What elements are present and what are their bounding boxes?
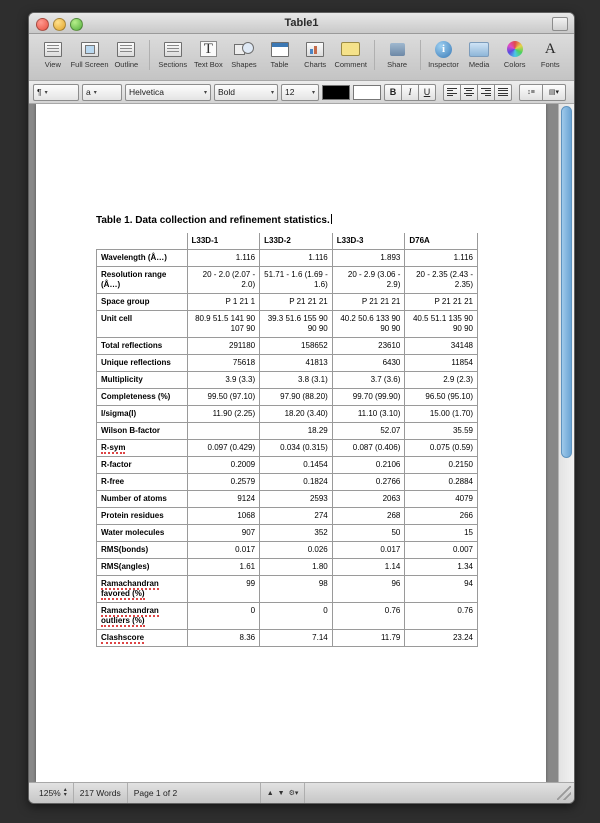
table-row[interactable] — [97, 372, 478, 389]
table-cell[interactable]: 11.79 — [332, 630, 405, 647]
toolbar-button-full-screen[interactable] — [71, 36, 109, 69]
table-row[interactable] — [97, 423, 478, 440]
table-cell[interactable]: 0.2009 — [187, 457, 260, 474]
table-cell[interactable]: 0.76 — [332, 603, 405, 630]
media-icon — [461, 39, 497, 59]
table-cell[interactable]: 34148 — [405, 338, 478, 355]
table-cell[interactable]: 0.76 — [405, 603, 478, 630]
table-cell[interactable]: 2.9 (2.3) — [405, 372, 478, 389]
table-cell[interactable]: 2063 — [332, 491, 405, 508]
align-center-button[interactable] — [461, 84, 478, 101]
table-row-header: RMS(bonds) — [97, 542, 188, 559]
table-row[interactable] — [97, 389, 478, 406]
table-cell[interactable]: 0 — [187, 603, 260, 630]
fill-color-swatch[interactable] — [353, 85, 381, 100]
table-cell[interactable]: 15 — [405, 525, 478, 542]
table-cell[interactable]: 98 — [260, 576, 333, 603]
table-cell[interactable]: 0 — [260, 603, 333, 630]
toolbar-label-table: Table — [270, 60, 289, 69]
misspelled-text: Ramachandran favored (%) — [101, 579, 159, 598]
table-row[interactable] — [97, 250, 478, 267]
table-cell[interactable]: 1.34 — [405, 559, 478, 576]
window-title: Table1 — [284, 17, 319, 29]
toolbar-button-colors[interactable] — [497, 36, 533, 69]
table-header-row — [97, 233, 478, 250]
view-icon — [35, 39, 71, 59]
text-style-group — [384, 84, 436, 101]
table-cell[interactable]: 1.116 — [405, 250, 478, 267]
table-row-header: RMS(angles) — [97, 559, 188, 576]
table-cell[interactable]: 266 — [405, 508, 478, 525]
table-cell[interactable]: 50 — [332, 525, 405, 542]
table-cell[interactable]: 94 — [405, 576, 478, 603]
toolbar-button-text-box[interactable] — [191, 36, 227, 69]
misspelled-text: R-sym — [101, 443, 126, 452]
table-cell[interactable]: 0.1454 — [260, 457, 333, 474]
table-cell[interactable]: 11854 — [405, 355, 478, 372]
table-row-header — [97, 630, 188, 647]
toolbar-button-table[interactable] — [262, 36, 298, 69]
table-cell[interactable]: 96 — [332, 576, 405, 603]
toolbar-button-view[interactable] — [35, 36, 71, 69]
table-row[interactable] — [97, 603, 478, 630]
font-size-value: 12 — [285, 87, 295, 97]
toolbar-button-fonts[interactable] — [533, 36, 569, 69]
table-row[interactable] — [97, 525, 478, 542]
misspelled-text: Ramachandran outliers (%) — [101, 606, 159, 625]
table-row[interactable] — [97, 440, 478, 457]
table-row-header: Multiplicity — [97, 372, 188, 389]
table-row-header: Resolution range (Å…) — [97, 267, 188, 294]
table-cell[interactable]: 99.50 (97.10) — [187, 389, 260, 406]
share-icon — [379, 39, 415, 59]
paragraph-style-dropdown[interactable] — [33, 84, 79, 101]
text-cursor — [331, 214, 332, 224]
list-style-label: a — [86, 87, 91, 97]
table-row[interactable] — [97, 576, 478, 603]
table-cell[interactable]: 41813 — [260, 355, 333, 372]
table-cell[interactable]: 1.14 — [332, 559, 405, 576]
table-cell[interactable]: 75618 — [187, 355, 260, 372]
table-cell[interactable]: 20 - 2.35 (2.43 - 2.35) — [405, 267, 478, 294]
table-cell[interactable]: 23.24 — [405, 630, 478, 647]
toolbar-label-colors: Colors — [503, 60, 526, 69]
table-cell[interactable]: 23610 — [332, 338, 405, 355]
table-cell[interactable]: 352 — [260, 525, 333, 542]
table-cell[interactable]: 3.7 (3.6) — [332, 372, 405, 389]
table-row[interactable] — [97, 406, 478, 423]
toolbar-button-comment[interactable] — [333, 36, 369, 69]
chevron-down-icon: ▾ — [44, 89, 48, 96]
font-style-value: Bold — [218, 87, 236, 97]
document-body — [96, 214, 496, 647]
zoom-button[interactable] — [70, 18, 83, 31]
align-left-button[interactable] — [443, 84, 461, 101]
table-corner-cell — [97, 233, 188, 250]
table-cell[interactable]: P 21 21 21 — [260, 294, 333, 311]
table-cell[interactable]: 15.00 (1.70) — [405, 406, 478, 423]
table-row[interactable] — [97, 542, 478, 559]
toolbar-label-view: View — [44, 60, 61, 69]
table-cell[interactable]: 4079 — [405, 491, 478, 508]
table-row-header: Wavelength (Å…) — [97, 250, 188, 267]
vertical-scrollbar[interactable] — [558, 104, 574, 782]
table-cell[interactable]: P 21 21 21 — [405, 294, 478, 311]
table-row-header: R-free — [97, 474, 188, 491]
table-row-header: I/sigma(I) — [97, 406, 188, 423]
table-cell[interactable]: 1.80 — [260, 559, 333, 576]
charts-icon — [297, 39, 333, 59]
page-down-icon[interactable]: ▼ — [277, 789, 285, 797]
table-cell[interactable]: 158652 — [260, 338, 333, 355]
toolbar-label-inspector: Inspector — [428, 60, 459, 69]
table-row-header: Space group — [97, 294, 188, 311]
table-icon — [262, 39, 298, 59]
table-cell[interactable]: 0.075 (0.59) — [405, 440, 478, 457]
toolbar-label-outline: Outline — [114, 60, 139, 69]
format-bar — [29, 81, 574, 104]
minimize-button[interactable] — [53, 18, 66, 31]
list-style-dropdown[interactable] — [82, 84, 122, 101]
table-cell[interactable]: 11.10 (3.10) — [332, 406, 405, 423]
table-row-header: Protein residues — [97, 508, 188, 525]
table-row[interactable] — [97, 457, 478, 474]
table-row-header — [97, 440, 188, 457]
close-button[interactable] — [36, 18, 49, 31]
table-cell[interactable]: 39.3 51.6 155 90 90 90 — [260, 311, 333, 338]
table-cell[interactable]: 40.2 50.6 133 90 90 90 — [332, 311, 405, 338]
table-cell[interactable]: 99.70 (99.90) — [332, 389, 405, 406]
font-style-dropdown[interactable] — [214, 84, 278, 101]
table-cell[interactable]: 1068 — [187, 508, 260, 525]
table-cell[interactable]: 1.893 — [332, 250, 405, 267]
table-cell[interactable]: 0.2106 — [332, 457, 405, 474]
page-title — [96, 214, 496, 226]
table-row[interactable] — [97, 474, 478, 491]
document-canvas[interactable] — [29, 104, 574, 782]
text-box-icon: T — [191, 39, 227, 59]
table-cell[interactable]: 11.90 (2.25) — [187, 406, 260, 423]
table-row[interactable] — [97, 630, 478, 647]
table-row-header: Completeness (%) — [97, 389, 188, 406]
table-row[interactable] — [97, 355, 478, 372]
table-cell[interactable]: 3.9 (3.3) — [187, 372, 260, 389]
page-indicator-text: Page 1 of 2 — [133, 788, 178, 798]
line-spacing-button[interactable]: ↕≡ — [519, 84, 543, 101]
shapes-icon — [226, 39, 262, 59]
table-cell[interactable]: 0.017 — [332, 542, 405, 559]
toolbar-label-fonts: Fonts — [540, 60, 560, 69]
scrollbar-thumb[interactable] — [561, 106, 572, 458]
table-row[interactable] — [97, 294, 478, 311]
toolbar-toggle-button[interactable] — [552, 17, 568, 31]
table-row-header — [97, 576, 188, 603]
table-row[interactable] — [97, 338, 478, 355]
table-row-header: Total reflections — [97, 338, 188, 355]
table-cell[interactable]: 52.07 — [332, 423, 405, 440]
table-cell[interactable]: 0.2579 — [187, 474, 260, 491]
bold-button[interactable]: B — [384, 84, 402, 101]
table-column-header: L33D-2 — [260, 233, 333, 250]
table-cell[interactable]: 0.026 — [260, 542, 333, 559]
document-page[interactable] — [36, 104, 546, 782]
toolbar-label-media: Media — [468, 60, 490, 69]
table-cell[interactable]: 0.2150 — [405, 457, 478, 474]
table-cell[interactable]: 18.20 (3.40) — [260, 406, 333, 423]
statistics-table[interactable] — [96, 233, 478, 647]
outline-icon — [109, 39, 145, 59]
window-resize-handle[interactable] — [557, 786, 571, 800]
toolbar-separator-2 — [374, 40, 375, 70]
table-row[interactable] — [97, 267, 478, 294]
table-cell[interactable]: 1.116 — [187, 250, 260, 267]
chevron-down-icon: ▾ — [270, 89, 274, 96]
table-cell[interactable]: 0.097 (0.429) — [187, 440, 260, 457]
table-row-header — [97, 603, 188, 630]
table-cell[interactable]: 1.61 — [187, 559, 260, 576]
table-row[interactable] — [97, 311, 478, 338]
toolbar-label-full-screen: Full Screen — [70, 60, 109, 69]
table-cell[interactable]: 0.087 (0.406) — [332, 440, 405, 457]
page-navigation[interactable] — [261, 783, 306, 803]
page-indicator — [128, 783, 261, 803]
table-cell[interactable]: 20 - 2.0 (2.07 - 2.0) — [187, 267, 260, 294]
word-count — [74, 783, 128, 803]
window-titlebar[interactable] — [29, 13, 574, 34]
window-controls — [36, 18, 83, 31]
table-cell[interactable]: 99 — [187, 576, 260, 603]
status-bar — [29, 782, 574, 803]
page-up-icon[interactable]: ▲ — [266, 789, 274, 797]
toolbar-button-shapes[interactable] — [226, 36, 262, 69]
table-cell[interactable]: 0.2766 — [332, 474, 405, 491]
table-row[interactable] — [97, 508, 478, 525]
toolbar-separator-3 — [420, 40, 421, 70]
document-window — [28, 12, 575, 804]
table-cell[interactable]: 0.1824 — [260, 474, 333, 491]
table-cell[interactable]: 8.36 — [187, 630, 260, 647]
font-size-dropdown[interactable] — [281, 84, 319, 101]
table-cell[interactable]: 80.9 51.5 141 90 107 90 — [187, 311, 260, 338]
comment-icon — [333, 39, 369, 59]
table-row-header: R-factor — [97, 457, 188, 474]
stepper-icon[interactable]: ▴ ▾ — [63, 787, 67, 798]
toolbar-label-share: Share — [387, 60, 408, 69]
table-cell[interactable] — [187, 423, 260, 440]
table-row-header: Wilson B-factor — [97, 423, 188, 440]
align-justify-button[interactable] — [495, 84, 512, 101]
toolbar-button-inspector[interactable] — [426, 36, 462, 69]
italic-button[interactable]: I — [402, 84, 419, 101]
font-family-dropdown[interactable] — [125, 84, 211, 101]
table-cell[interactable]: 9124 — [187, 491, 260, 508]
sections-icon — [155, 39, 191, 59]
table-cell[interactable]: P 21 21 21 — [332, 294, 405, 311]
table-cell[interactable]: P 1 21 1 — [187, 294, 260, 311]
table-cell[interactable]: 0.017 — [187, 542, 260, 559]
table-row[interactable] — [97, 559, 478, 576]
column-layout-button[interactable]: ▤▾ — [543, 84, 566, 101]
table-cell[interactable]: 268 — [332, 508, 405, 525]
toolbar-button-charts[interactable] — [297, 36, 333, 69]
table-cell[interactable]: 18.29 — [260, 423, 333, 440]
colors-icon — [497, 39, 533, 59]
table-cell[interactable]: 51.71 - 1.6 (1.69 - 1.6) — [260, 267, 333, 294]
misspelled-text: Clashscore — [101, 633, 145, 642]
toolbar-button-outline[interactable] — [109, 36, 145, 69]
table-column-header: L33D-3 — [332, 233, 405, 250]
table-row[interactable] — [97, 491, 478, 508]
toolbar-button-sections[interactable] — [155, 36, 191, 69]
table-cell[interactable]: 274 — [260, 508, 333, 525]
gear-icon[interactable]: ⚙▾ — [288, 790, 299, 797]
table-cell[interactable]: 1.116 — [260, 250, 333, 267]
inspector-icon: i — [426, 39, 462, 59]
table-cell[interactable]: 6430 — [332, 355, 405, 372]
text-color-swatch[interactable] — [322, 85, 350, 100]
font-family-value: Helvetica — [129, 87, 164, 97]
table-cell[interactable]: 2593 — [260, 491, 333, 508]
chevron-down-icon: ▾ — [93, 89, 97, 96]
toolbar-separator-1 — [149, 40, 150, 70]
full-screen-icon — [71, 39, 109, 59]
table-cell[interactable]: 35.59 — [405, 423, 478, 440]
table-cell[interactable]: 3.8 (3.1) — [260, 372, 333, 389]
zoom-value: 125% — [39, 788, 61, 798]
toolbar-label-shapes: Shapes — [231, 60, 257, 69]
chevron-down-icon: ▾ — [311, 89, 315, 96]
toolbar-label-charts: Charts — [304, 60, 327, 69]
toolbar-button-share[interactable] — [379, 36, 415, 69]
toolbar-button-media[interactable] — [461, 36, 497, 69]
fonts-icon: A — [544, 40, 556, 57]
page-title-text: Table 1. Data collection and refinement statistics. — [96, 215, 330, 226]
table-cell[interactable]: 97.90 (88.20) — [260, 389, 333, 406]
table-row-header: Number of atoms — [97, 491, 188, 508]
table-cell[interactable]: 0.034 (0.315) — [260, 440, 333, 457]
paragraph-style-label: ¶ — [37, 87, 42, 97]
underline-button[interactable]: U — [419, 84, 436, 101]
toolbar-label-sections: Sections — [158, 60, 188, 69]
table-cell[interactable]: 291180 — [187, 338, 260, 355]
word-count-text: 217 Words — [79, 788, 121, 798]
main-toolbar — [29, 34, 574, 81]
table-row-header: Unique reflections — [97, 355, 188, 372]
align-right-button[interactable] — [478, 84, 495, 101]
table-cell[interactable]: 907 — [187, 525, 260, 542]
table-column-header: L33D-1 — [187, 233, 260, 250]
toolbar-label-text-box: Text Box — [193, 60, 223, 69]
table-cell[interactable]: 0.007 — [405, 542, 478, 559]
table-cell[interactable]: 0.2884 — [405, 474, 478, 491]
table-row-header: Water molecules — [97, 525, 188, 542]
zoom-control[interactable] — [33, 783, 74, 803]
table-cell[interactable]: 40.5 51.1 135 90 90 90 — [405, 311, 478, 338]
table-cell[interactable]: 20 - 2.9 (3.06 - 2.9) — [332, 267, 405, 294]
table-row-header: Unit cell — [97, 311, 188, 338]
spacing-group — [519, 84, 566, 101]
table-cell[interactable]: 7.14 — [260, 630, 333, 647]
table-cell[interactable]: 96.50 (95.10) — [405, 389, 478, 406]
table-column-header: D76A — [405, 233, 478, 250]
toolbar-label-comment: Comment — [334, 60, 367, 69]
alignment-group — [443, 84, 512, 101]
chevron-down-icon: ▾ — [203, 89, 207, 96]
